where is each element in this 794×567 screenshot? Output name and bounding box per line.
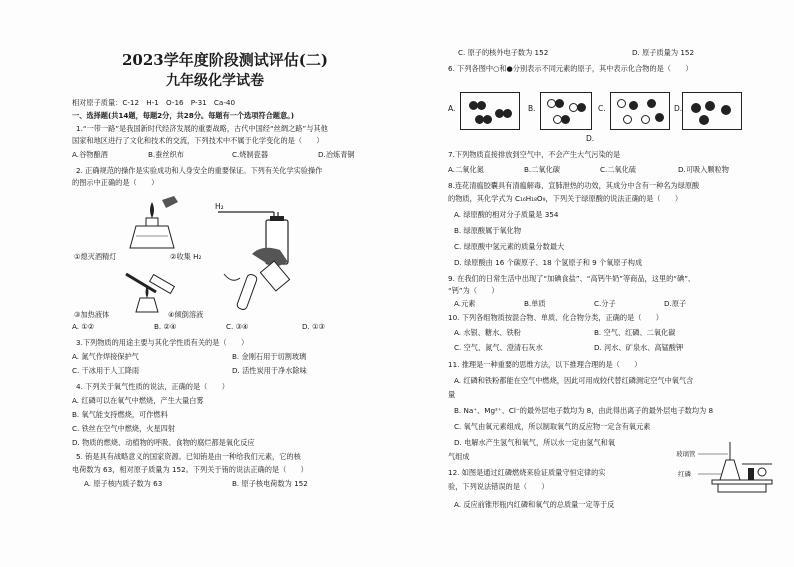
q1-stem-line2: 国家和地区进行了文化和技术的交流，下列技术中不属于化学变化的是（ ） (72, 136, 324, 145)
q3-option-d: D. 活性炭用于净水除味 (232, 366, 307, 375)
q11-option-c: C. 氧气由氧元素组成，所以制取氧气的反应物一定含有氧元素 (454, 422, 651, 431)
figure-caption-2: ②收集 H₂ (170, 252, 202, 261)
alcohol-lamp-figure (122, 196, 182, 256)
atom-white (617, 99, 626, 108)
q10-option-a: A. 水银、糖水、铁粉 (454, 328, 521, 337)
atom-black (483, 115, 492, 124)
q9-stem-line2: “钙”为（ ） (448, 286, 499, 295)
q11-stem: 11. 推理是一种重要的思维方法，以下推理合理的是（ ） (448, 360, 642, 369)
atom-white (641, 115, 650, 124)
q9-option-a: A.元素 (454, 299, 476, 308)
q7-option-b: B.二氧化碳 (524, 165, 560, 174)
q12-stem-line2: 验，下列说法错误的是（ ） (448, 482, 549, 491)
q3-option-c: C. 干冰用于人工降雨 (72, 366, 140, 375)
q8-option-d: D. 绿原酸由 16 个碳原子、18 个氢原子和 9 个氧原子构成 (454, 258, 643, 267)
q10-option-d: D. 河水、矿泉水、高锰酸钾 (594, 343, 684, 352)
q2-option-a: A. ①② (72, 322, 95, 331)
atom-black (655, 113, 664, 122)
q6-option-d: D. (586, 134, 595, 143)
q6-diagram-b (540, 92, 592, 130)
q1-option-a: A.谷物酿酒 (72, 150, 108, 159)
right-column (448, 0, 778, 567)
q11-option-d-line2: 气组成 (448, 452, 470, 461)
q5-stem-line2: 电荷数为 63，相对原子质量为 152。下列关于铕的说法正确的是（ ） (72, 465, 308, 474)
q9-stem-line1: 9. 在我们的日常生活中出现了“加碘食盐”、“高钙牛奶”等商品，这里的“碘”、 (448, 274, 696, 283)
q11-option-b: B. Na⁺、Mg²⁺、Cl⁻的最外层电子数均为 8，由此得出离子的最外层电子数均为 8 (454, 406, 714, 415)
atom-black (561, 115, 570, 124)
q4-option-a: A. 红磷可以在氧气中燃烧，产生大量白雾 (72, 396, 204, 405)
atom-black (555, 99, 564, 108)
left-column (72, 0, 410, 567)
q2-stem-line1: 2. 正确规范的操作是实验成功和人身安全的重要保证。下列有关化学实验操作 (76, 166, 323, 175)
q3-stem: 3.下列物质的用途主要与其化学性质有关的是（ ） (76, 338, 249, 347)
q11-option-a-line1: A. 红磷和铁粉都能在空气中燃烧，因此可用成较代替红磷测定空气中氧气含 (454, 376, 694, 385)
atom-black (629, 101, 638, 110)
q11-option-a-line2: 量 (448, 390, 456, 399)
q3-option-b: B. 金刚石用于切割玻璃 (232, 352, 307, 361)
figure-caption-4: ④倾倒溶液 (168, 310, 204, 319)
atom-black (503, 109, 512, 118)
exam-subtitle: 九年级化学试卷 (166, 73, 264, 89)
q4-option-c: C. 铁丝在空气中燃烧，火星四射 (72, 424, 176, 433)
q7-option-a: A.二氧化氮 (448, 165, 484, 174)
q1-stem-line1: 1.“一带一路”是我国新时代经济发展的重要战略，古代中国经“丝绸之路”与其他 (76, 124, 328, 133)
q6-option-d-side: D. (674, 104, 683, 113)
q6-diagram-a (460, 92, 520, 130)
q7-stem: 7.下列物质直接排放到空气中，不会产生大气污染的是 (448, 150, 621, 159)
q10-option-c: C. 空气、氮气、澄清石灰水 (454, 343, 543, 352)
q5-option-d: D. 原子质量为 152 (632, 48, 695, 57)
q12-stem-line1: 12. 如图是通过红磷燃烧来验证质量守恒定律的实 (448, 468, 606, 477)
exam-title: 2023学年度阶段测试评估(二) (122, 51, 328, 69)
figure-caption-1: ①熄灭酒精灯 (74, 252, 117, 261)
q2-stem-line2: 的图示中正确的是（ ） (72, 178, 159, 187)
q6-option-b: B. (528, 104, 536, 113)
q4-stem: 4. 下列关于氧气性质的说法，正确的是（ ） (76, 382, 229, 391)
q9-option-d: D.原子 (664, 299, 687, 308)
q7-option-c: C.二氧化硫 (600, 165, 637, 174)
atom-black (577, 103, 586, 112)
q9-option-b: B.单质 (524, 299, 546, 308)
q2-option-b: B. ②④ (154, 322, 177, 331)
q5-option-a: A. 原子核内质子数为 63 (84, 479, 163, 488)
q2-option-c: C. ③④ (226, 322, 249, 331)
q6-option-a: A. (448, 104, 456, 113)
atom-black (721, 105, 731, 115)
glass-tube-label: 玻璃管 (676, 450, 696, 458)
balance-flask-figure (698, 440, 778, 500)
pouring-solution-figure (222, 244, 304, 316)
q8-option-a: A. 绿原酸的相对分子质量是 354 (454, 210, 559, 219)
q1-option-c: C.烧制瓷器 (232, 150, 269, 159)
q9-option-c: C.分子 (594, 299, 616, 308)
atom-black (691, 103, 701, 113)
h2-label: H₂ (215, 202, 224, 211)
atom-black (705, 101, 715, 111)
q1-option-d: D.冶炼青铜 (318, 150, 355, 159)
q8-option-b: B. 绿原酸属于氧化物 (454, 226, 522, 235)
q6-option-c: C. (598, 104, 606, 113)
atomic-masses: 相对原子质量：C-12 H-1 O-16 P-31 Ca-40 (72, 98, 236, 107)
q7-option-d: D.可吸入颗粒物 (678, 165, 729, 174)
q8-stem-line1: 8.连花清瘟胶囊具有清瘟解毒，宣肺泄热的功效，其成分中含有一种名为绿原酸 (448, 181, 700, 190)
q8-option-c: C. 绿原酸中氢元素的质量分数最大 (454, 242, 565, 251)
q8-stem-line2: 的物质，其化学式为 C₁₆H₁₈O₉，下列关于绿原酸的说法正确的是（ ） (448, 194, 683, 203)
q6-diagram-d (682, 92, 742, 130)
q2-option-d: D. ①③ (302, 322, 325, 331)
q11-option-d-line1: D. 电解水产生氢气和氧气，所以水一定由氢气和氧 (454, 438, 616, 447)
atom-black (699, 115, 709, 125)
q10-stem: 10. 下列各组物质按混合物、单质、化合物分类，正确的是（ ） (448, 313, 663, 322)
q6-diagram-c (610, 92, 670, 130)
q12-option-a: A. 反应前锥形瓶内红磷和氧气的总质量一定等于反 (454, 500, 615, 509)
q1-option-b: B.蚕丝织布 (148, 150, 184, 159)
q6-stem: 6. 下列各图中○和●分别表示不同元素的原子，其中表示化合物的是（ ） (448, 64, 693, 73)
q3-option-a: A. 氮气作焊接保护气 (72, 352, 139, 361)
heating-liquid-figure (116, 266, 186, 314)
q10-option-b: B. 空气、红磷、二氧化碳 (594, 328, 676, 337)
q5-option-b: B. 原子核电荷数为 152 (232, 479, 308, 488)
atom-black (647, 99, 656, 108)
figure-caption-3: ③加热液体 (74, 310, 110, 319)
q4-option-b: B. 氧气能支持燃烧，可作燃料 (72, 410, 168, 419)
q5-stem-line1: 5. 铕是具有战略意义的国家资源。已知铕是由一种给我们元素，它的核 (76, 452, 301, 461)
atom-black (477, 101, 486, 110)
q5-option-c: C. 原子的核外电子数为 152 (458, 48, 549, 57)
red-phosphorus-label: 红磷 (678, 470, 691, 478)
q4-option-d: D. 物质的燃烧、动植物的呼吸、食物的腐烂都是氧化反应 (72, 438, 255, 447)
atom-white (623, 115, 632, 124)
section-1-heading: 一、选择题(共14题，每题2分，共28分。每题有一个选项符合题意。) (72, 111, 295, 120)
